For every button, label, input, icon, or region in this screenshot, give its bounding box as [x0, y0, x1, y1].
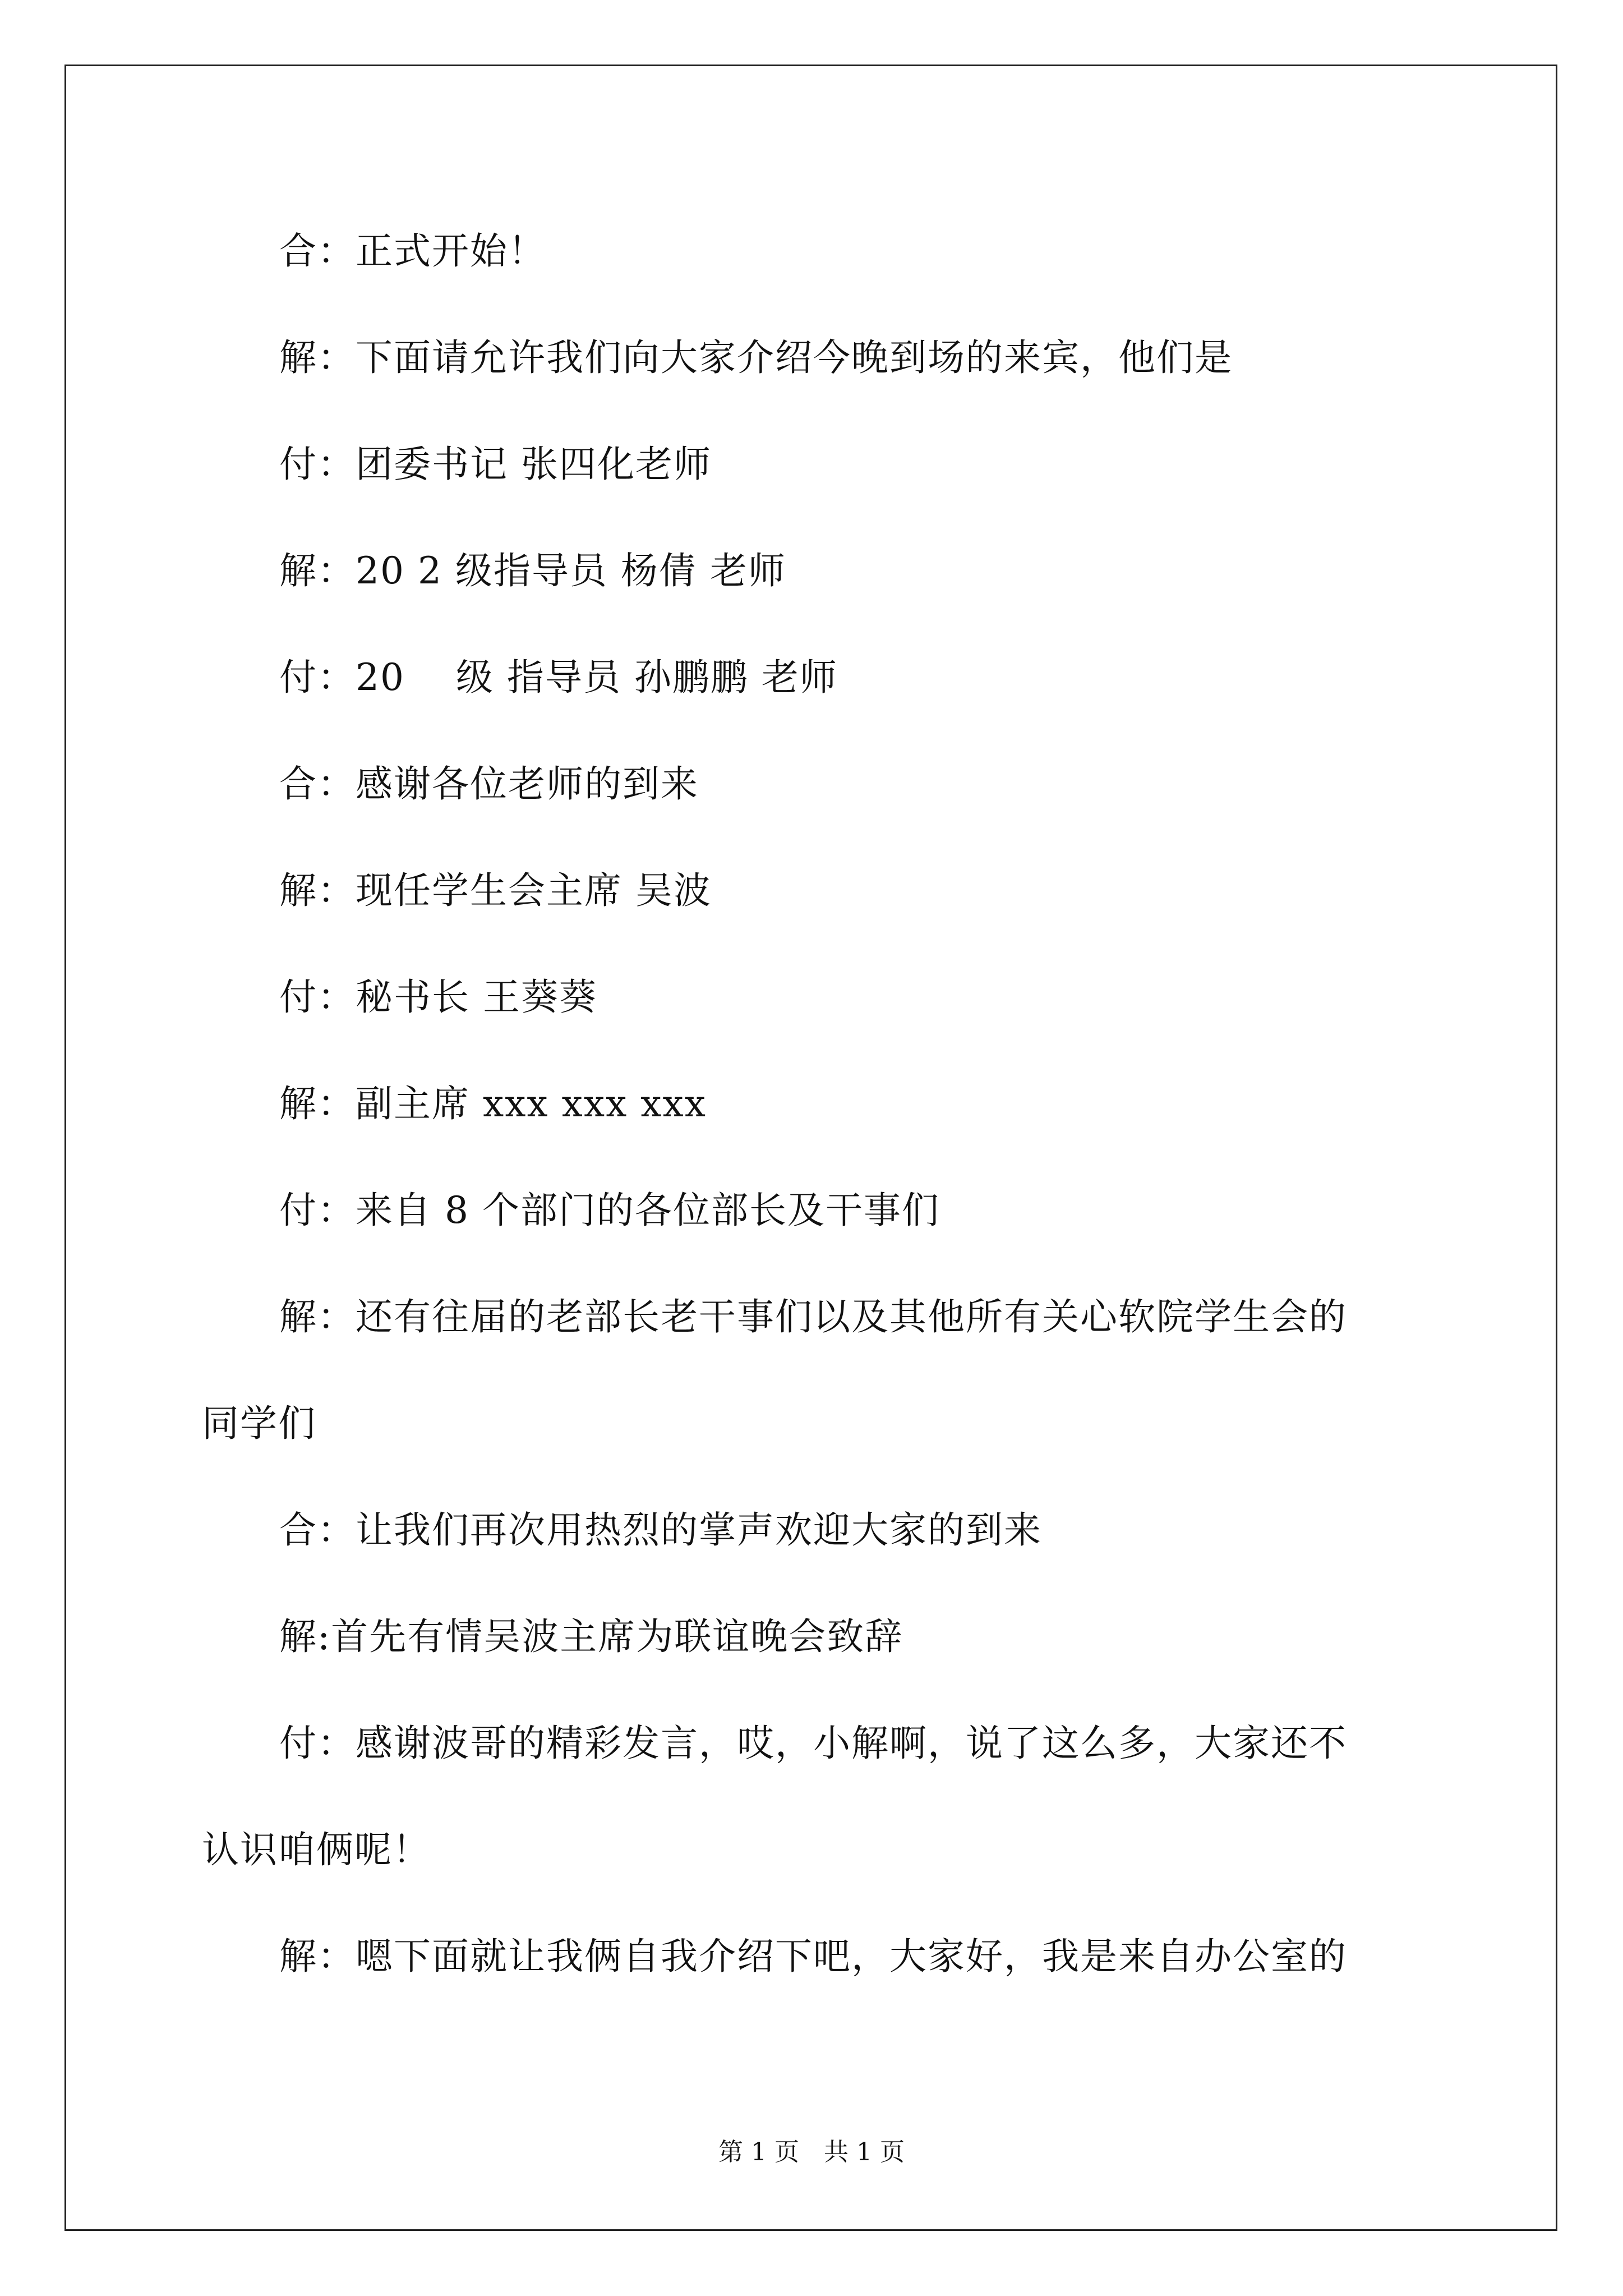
- text-line: 解：20 2 级指导员 杨倩 老师: [279, 549, 786, 592]
- text-line: 付：20 级 指导员 孙鹏鹏 老师: [279, 656, 838, 699]
- text-line: 付：秘书长 王葵葵: [279, 976, 597, 1019]
- text-line: 合：正式开始！: [279, 229, 546, 273]
- text-line: 解：副主席 xxx xxx xxx: [279, 1082, 707, 1125]
- text-line: 解：下面请允许我们向大家介绍今晚到场的来宾，他们是: [279, 336, 1233, 379]
- page-frame: [64, 65, 1557, 2231]
- text-line: 付：感谢波哥的精彩发言，哎，小解啊，说了这么多，大家还不: [279, 1722, 1347, 1765]
- page-number-footer: 第 1 页 共 1 页: [718, 2138, 905, 2166]
- text-line: 解：现任学生会主席 吴波: [279, 869, 712, 912]
- text-line: 合：让我们再次用热烈的掌声欢迎大家的到来: [279, 1508, 1042, 1552]
- text-line: 付：团委书记 张四化老师: [279, 443, 712, 486]
- text-line: 同学们: [202, 1402, 316, 1445]
- text-line: 合：感谢各位老师的到来: [279, 762, 699, 806]
- text-line: 解:首先有情吴波主席为联谊晚会致辞: [279, 1615, 903, 1658]
- text-line: 解：还有往届的老部长老干事们以及其他所有关心软院学生会的: [279, 1295, 1347, 1338]
- text-line: 认识咱俩呢！: [202, 1828, 431, 1871]
- text-line: 解：嗯下面就让我俩自我介绍下吧，大家好，我是来自办公室的: [279, 1935, 1347, 1978]
- text-line: 付：来自 8 个部门的各位部长及干事们: [279, 1189, 940, 1232]
